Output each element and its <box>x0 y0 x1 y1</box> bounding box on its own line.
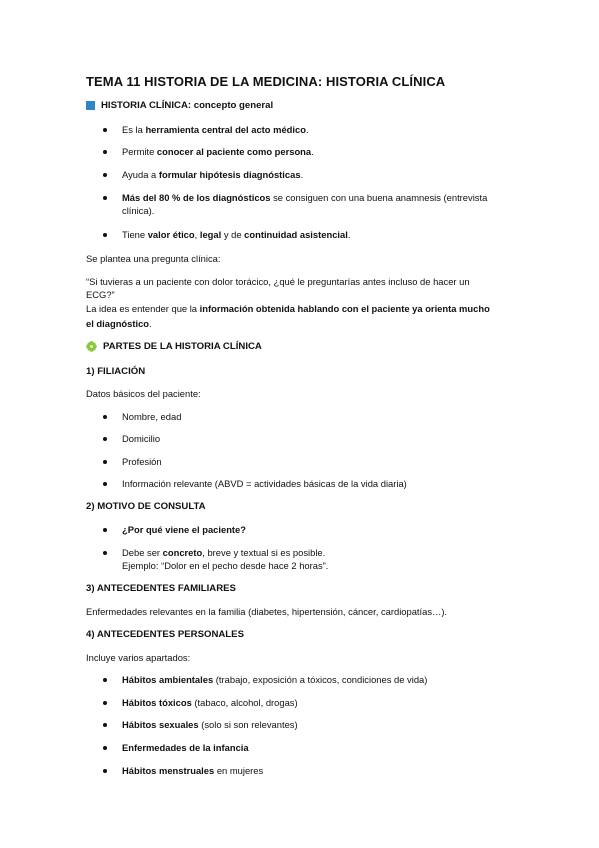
bold-text: Hábitos ambientales <box>122 674 214 685</box>
bullet-icon <box>103 482 107 486</box>
bold-text: información obtenida hablando con el paciente ya orienta mucho <box>199 303 490 314</box>
text: Es la <box>122 124 146 135</box>
green-leaf-icon <box>86 341 97 352</box>
subsection-title-familiares: 3) ANTECEDENTES FAMILIARES <box>86 583 236 594</box>
document-title: TEMA 11 HISTORIA DE LA MEDICINA: HISTORIA CLÍNICA <box>86 74 446 89</box>
bold-text: legal <box>199 229 222 240</box>
text: (tabaco, alcohol, drogas) <box>191 697 298 708</box>
paragraph: Incluye varios apartados: <box>86 652 191 663</box>
idea-line-1 <box>86 303 490 314</box>
bold-text: herramienta central del acto médico <box>145 124 306 135</box>
text: . <box>300 169 304 180</box>
bullet-icon <box>103 746 107 750</box>
bullet-icon <box>103 723 107 727</box>
bullet-icon <box>103 196 107 200</box>
text: . <box>305 124 309 135</box>
text: se consiguen con una buena anamnesis (entrevista <box>270 192 488 203</box>
quote-line-1: “Si tuvieras a un paciente con dolor torácico, ¿qué le preguntarías antes incluso de hacer un <box>86 276 470 287</box>
text: , breve y textual si es posible. <box>202 547 326 558</box>
bullet-icon <box>103 128 107 132</box>
text: . <box>311 146 314 157</box>
section-heading-partes <box>86 341 262 352</box>
bullet-icon <box>103 150 107 154</box>
bold-text: formular hipótesis diagnósticas <box>158 169 301 180</box>
text: Información relevante (ABVD = actividades básicas de la vida diaria) <box>122 478 407 489</box>
text: (trabajo, exposición a tóxicos, condiciones de vida) <box>213 674 428 685</box>
bold-text: valor ético <box>147 229 195 240</box>
text: Domicilio <box>122 433 161 444</box>
bullet-icon <box>103 769 107 773</box>
bullet-icon <box>103 233 107 237</box>
paragraph: Enfermedades relevantes en la familia (diabetes, hipertensión, cáncer, cardiopatías…). <box>86 606 448 617</box>
bold-text: Hábitos sexuales <box>122 719 199 730</box>
text: y de <box>221 229 245 240</box>
bold-text: ¿Por qué viene el paciente? <box>122 524 246 535</box>
text: Profesión <box>122 456 162 467</box>
bold-text: el diagnóstico <box>86 318 150 329</box>
section-heading-partes-label: PARTES DE LA HISTORIA CLÍNICA <box>103 341 262 352</box>
subsection-title-personales: 4) ANTECEDENTES PERSONALES <box>86 629 244 640</box>
bold-text: Más del 80 % de los diagnósticos <box>122 192 271 203</box>
text: Ayuda a <box>122 169 159 180</box>
text: . <box>149 318 152 329</box>
text: . <box>347 229 351 240</box>
bullet-icon <box>103 460 107 464</box>
paragraph: Se plantea una pregunta clínica: <box>86 253 221 264</box>
text: clínica). <box>122 205 155 216</box>
bullet-icon <box>103 551 107 555</box>
bold-text: Enfermedades de la infancia <box>122 742 249 753</box>
text: Tiene <box>122 229 148 240</box>
bullet-icon <box>103 415 107 419</box>
bullet-icon <box>103 437 107 441</box>
paragraph: Datos básicos del paciente: <box>86 388 201 399</box>
bold-text: Hábitos tóxicos <box>122 697 192 708</box>
text: Nombre, edad <box>122 411 182 422</box>
subsection-title-filiacion: 1) FILIACIÓN <box>86 366 146 377</box>
bold-text: continuidad asistencial <box>244 229 348 240</box>
text: Debe ser <box>122 547 163 558</box>
bold-text: concreto <box>162 547 203 558</box>
bold-text: conocer al paciente como persona <box>156 146 312 157</box>
quote-line-2: ECG?” <box>86 289 115 300</box>
example-text: Ejemplo: “Dolor en el pecho desde hace 2 horas”. <box>122 560 329 571</box>
text: en mujeres <box>214 765 264 776</box>
bold-text: Hábitos menstruales <box>122 765 215 776</box>
bullet-icon <box>103 173 107 177</box>
text: (solo si son relevantes) <box>198 719 298 730</box>
subsection-title-motivo: 2) MOTIVO DE CONSULTA <box>86 501 206 512</box>
text: Permite <box>122 146 157 157</box>
text: , <box>194 229 200 240</box>
blue-square-icon <box>86 101 95 110</box>
idea-line-2 <box>86 318 152 329</box>
section-heading-concepto <box>86 100 273 111</box>
text: La idea es entender que la <box>86 303 200 314</box>
section-heading-concepto-label: HISTORIA CLÍNICA: concepto general <box>101 100 274 111</box>
bullet-icon <box>103 528 107 532</box>
bullet-icon <box>103 701 107 705</box>
bullet-icon <box>103 678 107 682</box>
